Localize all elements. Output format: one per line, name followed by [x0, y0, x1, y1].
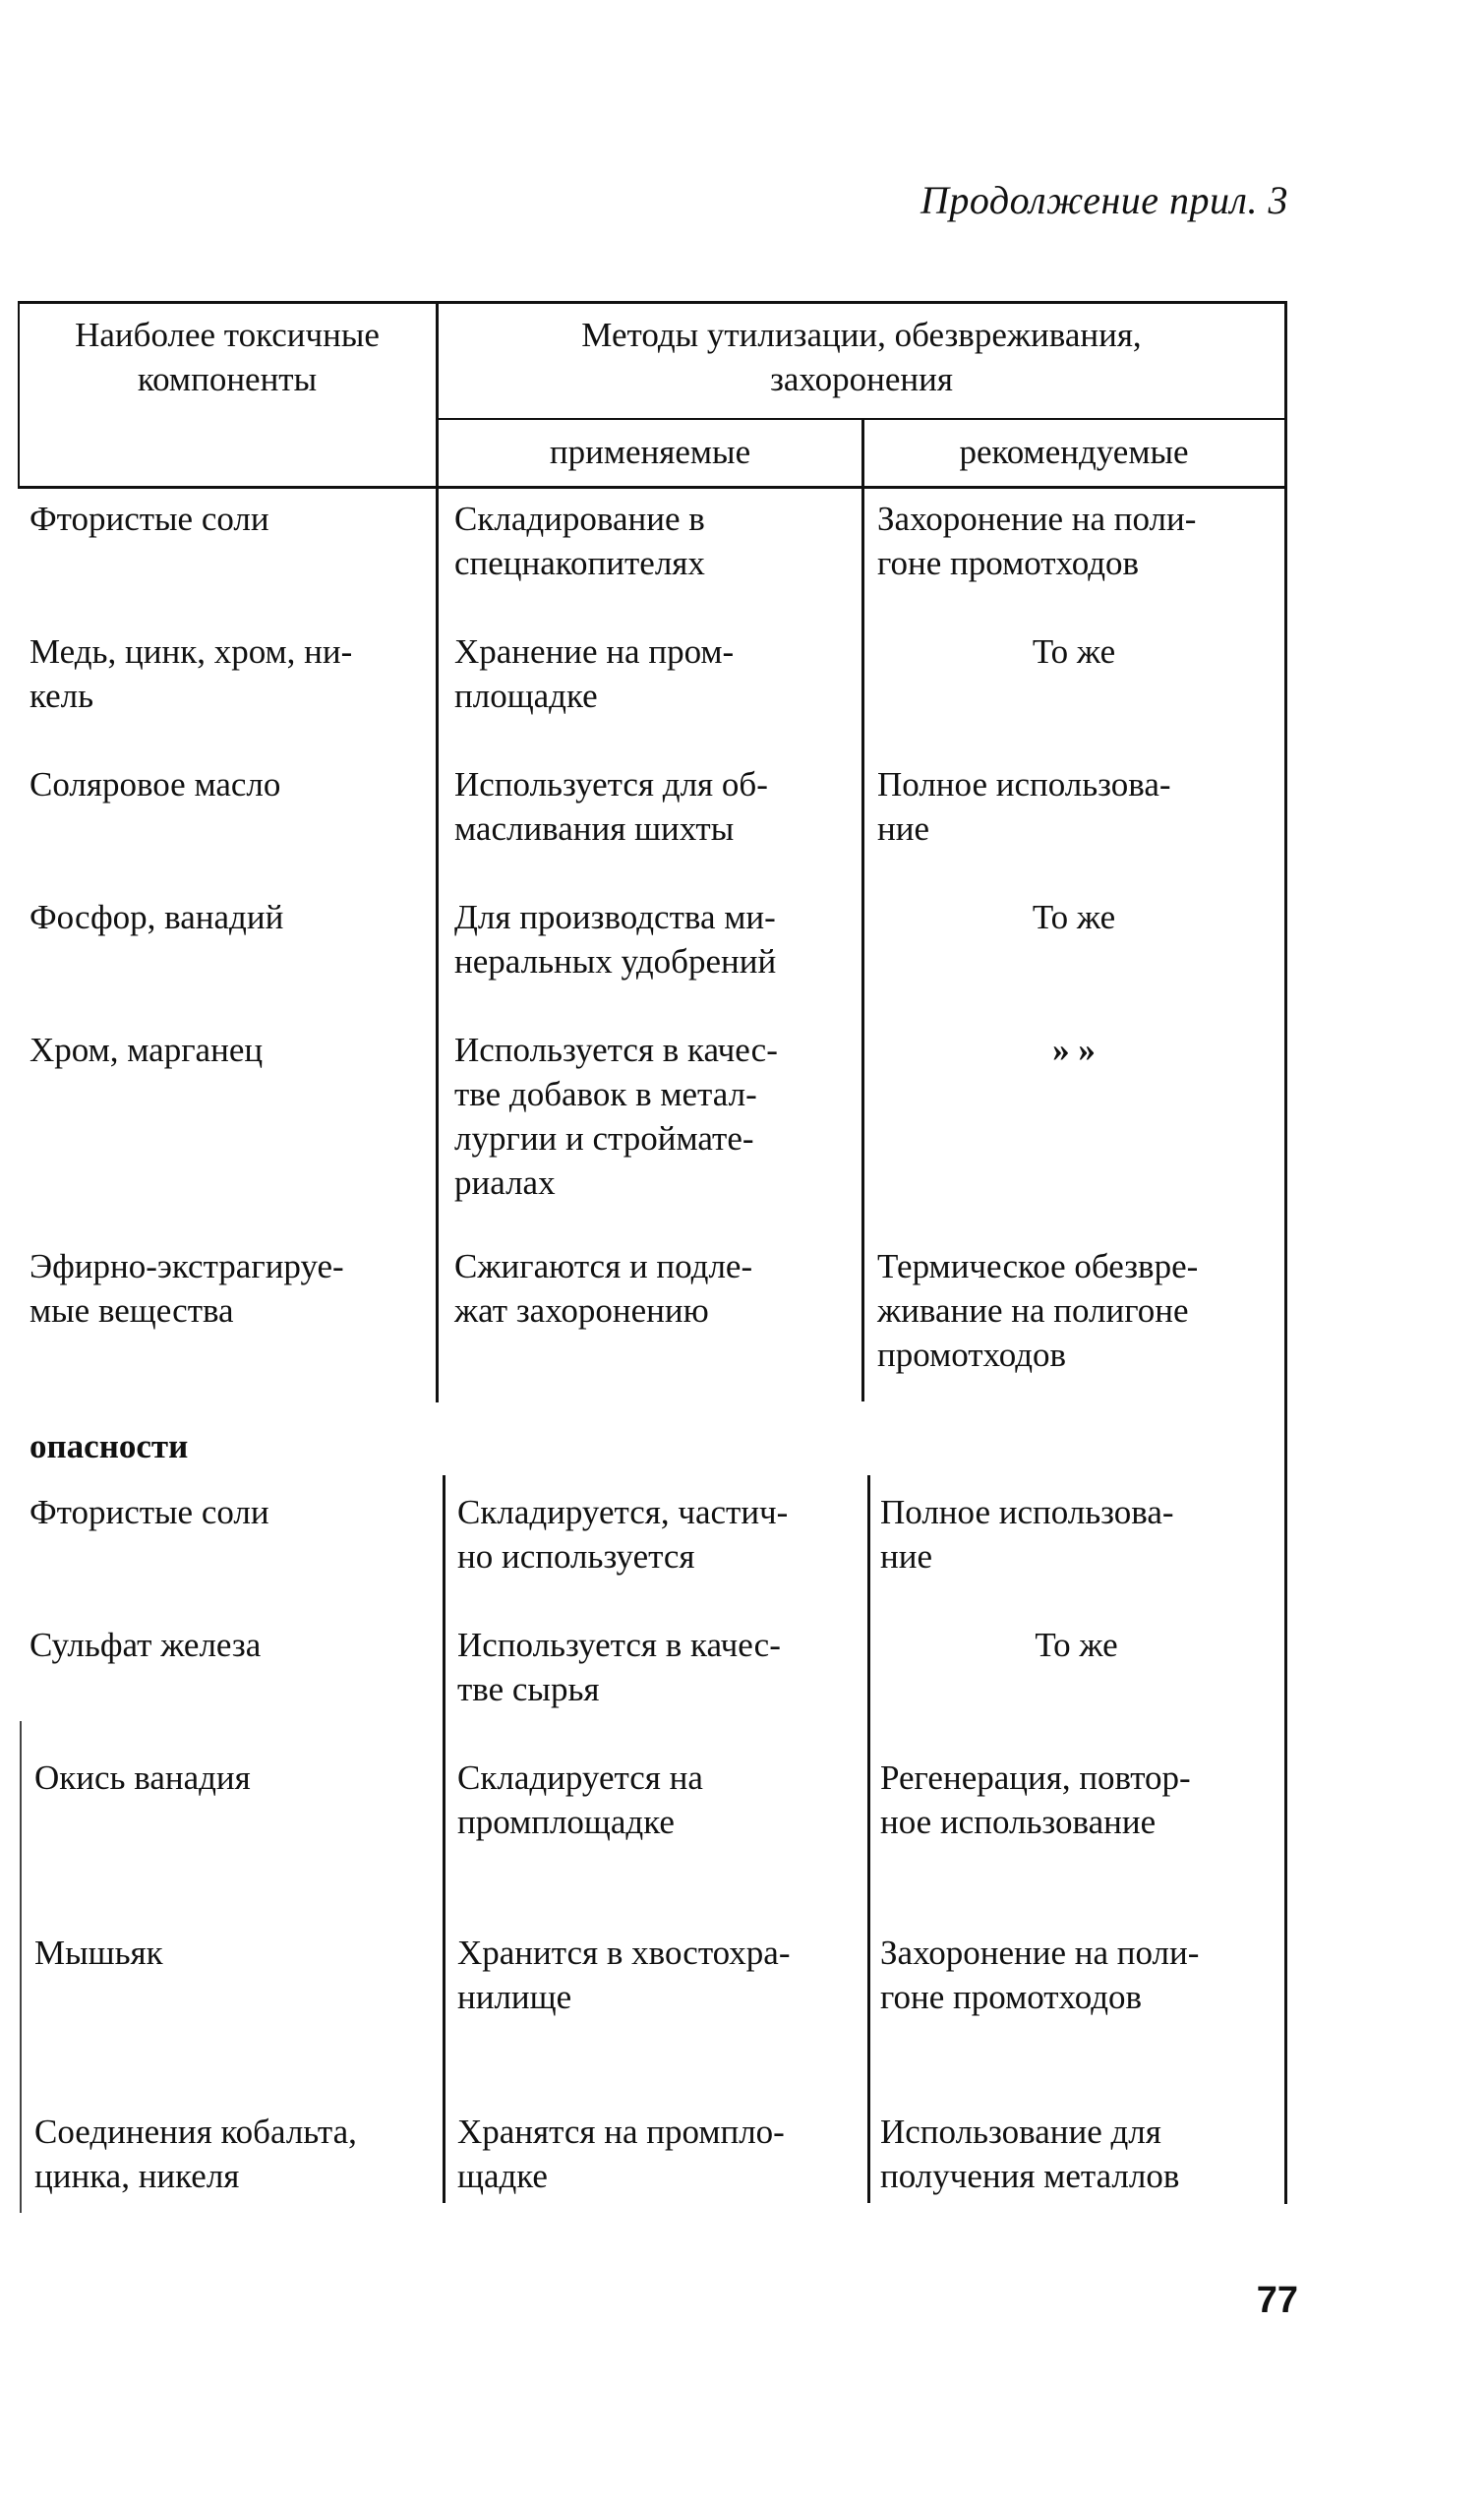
table-row-9-recommended: Регенерация, повтор- ное использование [880, 1758, 1191, 1841]
table-row-8-applied: Используется в качес- тве сырья [457, 1626, 781, 1708]
table-row-10-component: Мышьяк [34, 1934, 163, 1972]
section-label: опасности [30, 1427, 189, 1465]
table-row-11-recommended: Использование для получения металлов [880, 2113, 1180, 2195]
continuation-label: Продолжение прил. 3 [920, 178, 1288, 222]
table-row-7-component: Фтористые соли [30, 1493, 269, 1531]
table-row-8-component: Сульфат железа [30, 1626, 262, 1664]
table-row-5-applied: Используется в качес- тве добавок в метал- лургии и стройматe- риалах [454, 1031, 778, 1202]
table-row-7-recommended: Полное использова- ние [880, 1493, 1174, 1576]
table-row-8-recommended: То же [1035, 1626, 1118, 1664]
table-row-6-applied: Сжигаются и подле- жат захоронению [454, 1247, 753, 1330]
table-row-10-applied: Хранится в хвостохра- нилище [457, 1934, 791, 2016]
page-number: 77 [1256, 2280, 1298, 2321]
table-row-3-component: Соляровое масло [30, 765, 281, 804]
table-row-9-applied: Складируется на промплощадке [457, 1758, 703, 1841]
table-row-4-recommended: То же [1032, 898, 1116, 936]
table-row-2-applied: Хранение на пром- площадке [454, 632, 735, 715]
table-row-1-component: Фтористые соли [30, 500, 269, 538]
table-row-6-recommended: Термическое обезвре- живание на полигоне промотходов [877, 1247, 1199, 1374]
table-row-2-component: Медь, цинк, хром, ни- кель [30, 632, 353, 715]
header-components: Наиболее токсичные компоненты [75, 316, 380, 398]
table-row-3-recommended: Полное использова- ние [877, 765, 1171, 848]
table-row-5-recommended: » » [1052, 1031, 1096, 1069]
col-divider-1-b [443, 1475, 445, 2203]
table-row-3-applied: Используется для об- масливания шихты [454, 765, 768, 848]
left-border [18, 301, 20, 489]
header-recommended: рекомендуемые [959, 433, 1189, 471]
table-row-1-recommended: Захоронение на поли- гоне промотходов [877, 500, 1197, 582]
table-row-7-applied: Складируется, частич- но используется [457, 1493, 789, 1576]
table-row-5-component: Хром, марганец [30, 1031, 264, 1069]
right-border [1284, 301, 1287, 2204]
header-bottom-border [18, 486, 1286, 489]
table-row-9-component: Окись ванадия [34, 1758, 251, 1797]
table-row-11-component: Соединения кобальта, цинка, никеля [34, 2113, 357, 2195]
table-row-1-applied: Складирование в спецнакопителях [454, 500, 705, 582]
table-row-2-recommended: То же [1032, 632, 1116, 671]
table-top-border [18, 301, 1286, 304]
col-divider-1-a [436, 301, 439, 1402]
table-row-4-component: Фосфор, ванадий [30, 898, 284, 936]
left-margin-mark [20, 1721, 22, 2213]
table-row-6-component: Эфирно-экстрагируе- мые вещества [30, 1247, 344, 1330]
header-applied: применяемые [549, 433, 751, 471]
col-divider-2-b [867, 1475, 870, 2203]
header-methods: Методы утилизации, обезвреживания, захоронения [581, 316, 1142, 398]
table-row-11-applied: Хранятся на промпло- щадке [457, 2113, 785, 2195]
table-row-10-recommended: Захоронение на поли- гоне промотходов [880, 1934, 1200, 2016]
table-row-4-applied: Для производства ми- неральных удобрений [454, 898, 777, 981]
col-divider-2-a [861, 418, 864, 1401]
